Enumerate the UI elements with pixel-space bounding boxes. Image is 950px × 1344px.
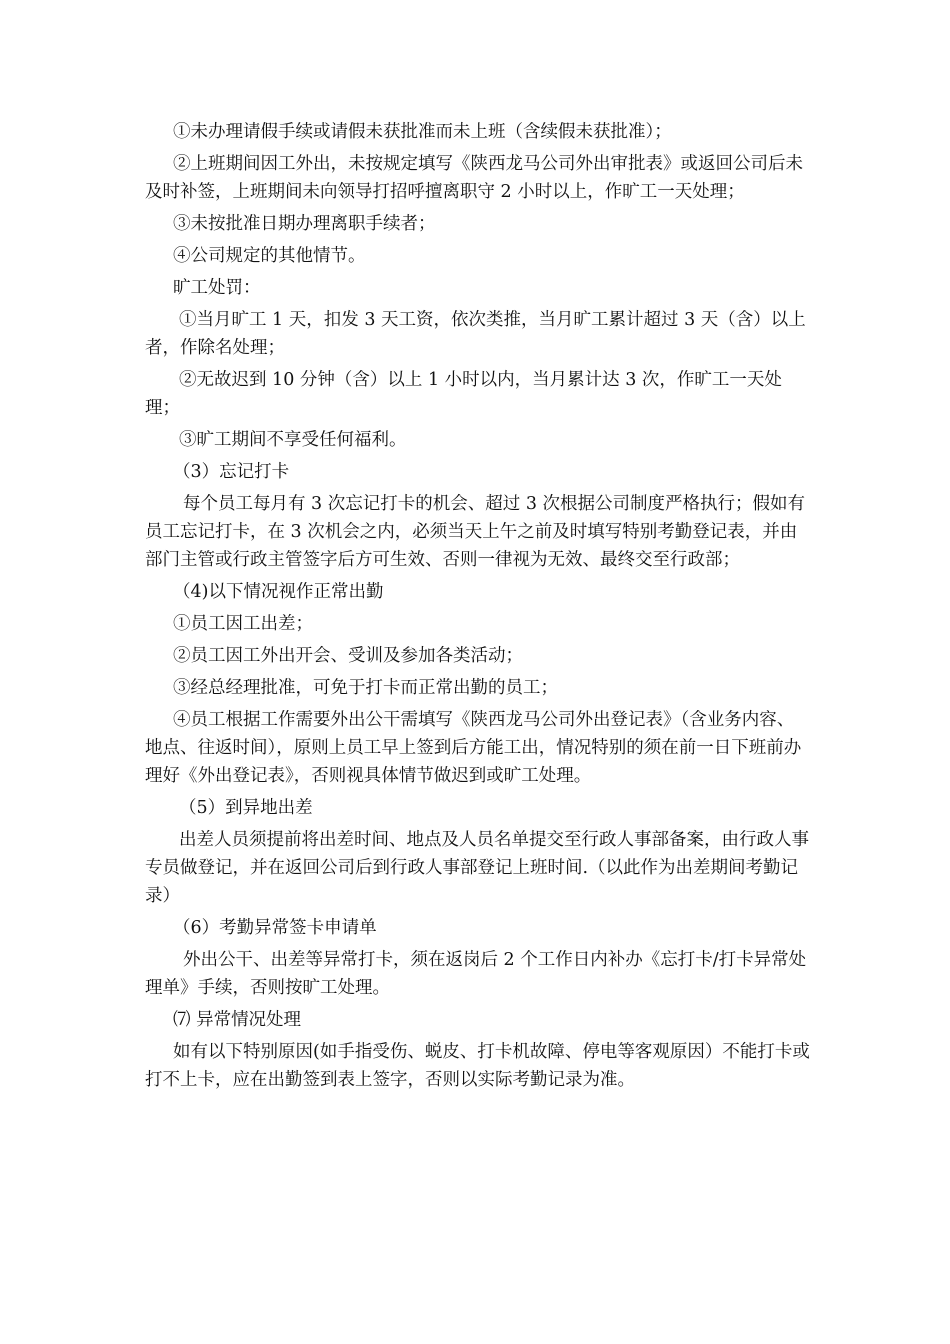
paragraph-1: ①未办理请假手续或请假未获批准而未上班（含续假未获批准）； xyxy=(173,122,672,142)
paragraph-13: ②员工因工外出开会、受训及参加各类活动； xyxy=(173,646,523,666)
paragraph-19: 外出公干、出差等异常打卡，须在返岗后 2 个工作日内补办《忘打卡/打卡异常处理单》手续，否则按旷工处理。 xyxy=(145,950,807,998)
paragraph-17: 出差人员须提前将出差时间、地点及人员名单提交至行政人事部备案，由行政人事专员做登记，并在返回公司后到行政人事部登记上班时间.（以此作为出差期间考勤记录） xyxy=(145,830,809,906)
paragraph-2: ②上班期间因工外出，未按规定填写《陕西龙马公司外出审批表》或返回公司后未及时补签，上班期间未向领导打招呼擅离职守 2 小时以上，作旷工一天处理； xyxy=(145,154,803,202)
paragraph-15: ④员工根据工作需要外出公干需填写《陕西龙马公司外出登记表》（含业务内容、地点、往返时间），原则上员工早上签到后方能工出，情况特别的须在前一日下班前办理好《外出登记表》，否则视具体情节做迟到或旷工处理。 xyxy=(145,710,802,786)
paragraph-14: ③经总经理批准，可免于打卡而正常出勤的员工； xyxy=(173,678,558,698)
paragraph-21: 如有以下特别原因(如手指受伤、蜕皮、打卡机故障、停电等客观原因）不能打卡或打不上卡，应在出勤签到表上签字，否则以实际考勤记录为准。 xyxy=(145,1042,810,1090)
paragraph-7: ②无故迟到 10 分钟（含）以上 1 小时以内，当月累计达 3 次，作旷工一天处理； xyxy=(145,370,782,418)
paragraph-12: ①员工因工出差； xyxy=(173,614,313,634)
paragraph-10: 每个员工每月有 3 次忘记打卡的机会、超过 3 次根据公司制度严格执行；假如有员工忘记打卡，在 3 次机会之内，必须当天上午之前及时填写特别考勤登记表，并由部门主管或行政主管签字后方可生效、否则一律视为无效、最终交至行政部； xyxy=(145,494,806,570)
section-heading-6: （6）考勤异常签卡申请单 xyxy=(173,918,377,938)
section-heading-4: （4)以下情况视作正常出勤 xyxy=(173,582,384,602)
paragraph-4: ④公司规定的其他情节。 xyxy=(173,246,366,266)
paragraph-5-heading: 旷工处罚： xyxy=(173,278,261,298)
paragraph-8: ③旷工期间不享受任何福利。 xyxy=(179,430,407,450)
document-body xyxy=(145,118,810,1098)
section-heading-7: ⑺ 异常情况处理 xyxy=(173,1010,302,1030)
section-heading-3: （3）忘记打卡 xyxy=(173,462,290,482)
paragraph-3: ③未按批准日期办理离职手续者； xyxy=(173,214,436,234)
paragraph-6: ①当月旷工 1 天，扣发 3 天工资，依次类推，当月旷工累计超过 3 天（含）以上者，作除名处理； xyxy=(145,310,806,358)
section-heading-5: （5）到异地出差 xyxy=(179,798,313,818)
